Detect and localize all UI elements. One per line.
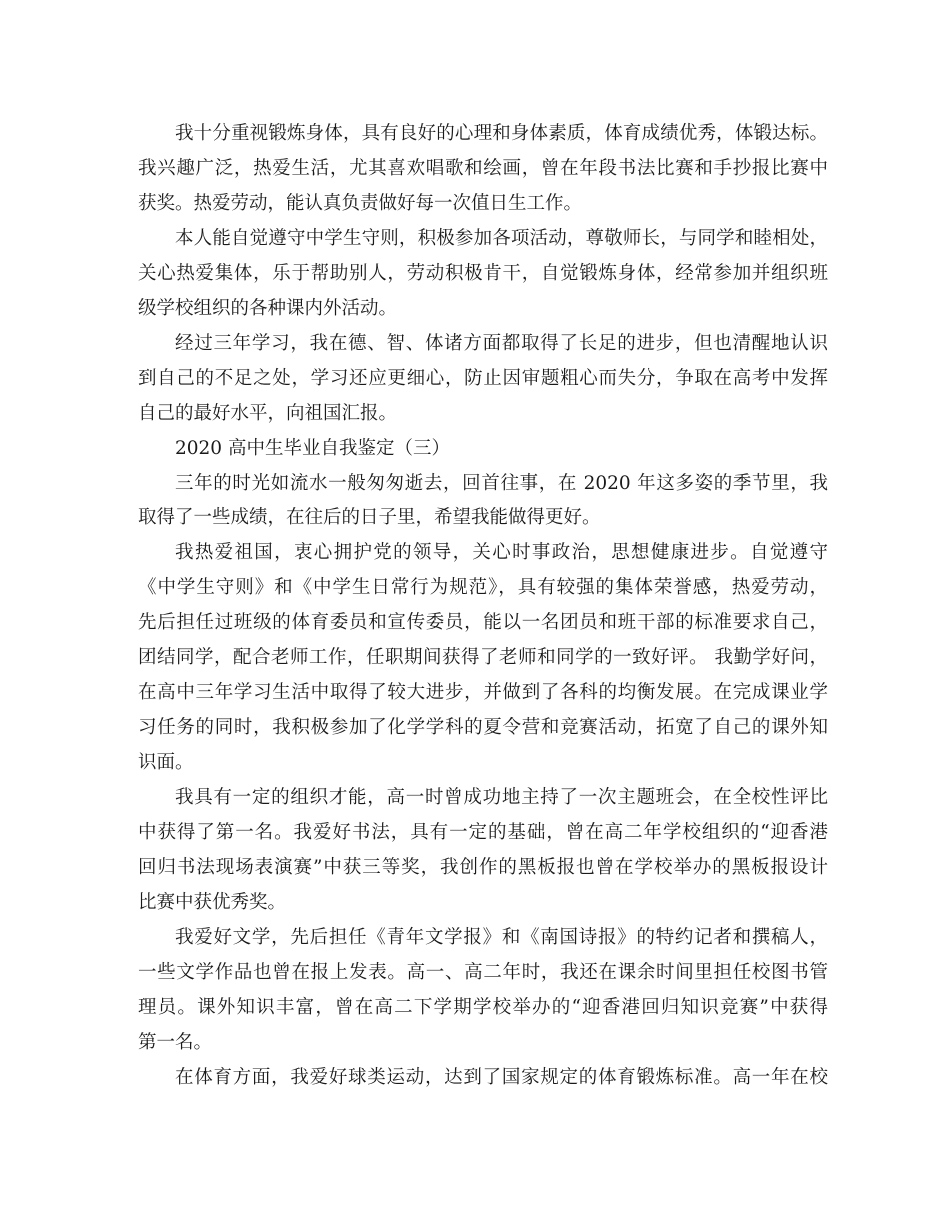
text-line: 自己的最好水平，向祖国汇报。: [138, 402, 398, 424]
text-line: 在高中三年学习生活中取得了较大进步，并做到了各科的均衡发展。在完成课业学: [138, 682, 828, 704]
text-line: 第一名。: [138, 1031, 213, 1053]
text-line: 本人能自觉遵守中学生守则，积极参加各项活动，尊敬师长，与同学和睦相处，: [175, 227, 828, 249]
text-line: 级学校组织的各种课内外活动。: [138, 297, 398, 319]
text-line: 中获得了第一名。我爱好书法，具有一定的基础，曾在高二年学校组织的“迎香港: [138, 822, 828, 843]
text-line: 经过三年学习，我在德、智、体诸方面都取得了长足的进步，但也清醒地认识: [175, 332, 828, 354]
text-line: 我十分重视锻炼身体，具有良好的心理和身体素质，体育成绩优秀，体锻达标。: [175, 123, 828, 144]
text-line: 识面。: [138, 752, 194, 774]
text-line: 到自己的不足之处，学习还应更细心，防止因审题粗心而失分，争取在高考中发挥: [138, 367, 828, 389]
text-line: 我具有一定的组织才能，高一时曾成功地主持了一次主题班会，在全校性评比: [175, 787, 828, 809]
text-line: 团结同学，配合老师工作，任职期间获得了老师和同学的一致好评。 我勤学好问，: [138, 647, 828, 669]
text-line: 我热爱祖国，衷心拥护党的领导，关心时事政治，思想健康进步。自觉遵守: [175, 542, 828, 564]
text-line: 关心热爱集体，乐于帮助别人，劳动积极肯干，自觉锻炼身体，经常参加并组织班: [138, 262, 828, 284]
text-line: 《中学生守则》和《中学生日常行为规范》，具有较强的集体荣誉感，热爱劳动，: [138, 577, 828, 599]
text-line: 先后担任过班级的体育委员和宣传委员，能以一名团员和班干部的标准要求自己，: [138, 612, 828, 634]
text-line: 习任务的同时，我积极参加了化学学科的夏令营和竞赛活动，拓宽了自己的课外知: [138, 717, 828, 739]
text-line: 理员。课外知识丰富，曾在高二下学期学校举办的“迎香港回归知识竞赛”中获得: [138, 996, 828, 1018]
text-line: 回归书法现场表演赛”中获三等奖，我创作的黑板报也曾在学校举办的黑板报设计: [138, 856, 828, 878]
text-line: 三年的时光如流水一般匆匆逝去，回首往事，在 2020 年这多姿的季节里，我: [175, 472, 828, 494]
text-line: 2020 高中生毕业自我鉴定（三）: [175, 437, 450, 459]
text-line: 一些文学作品也曾在报上发表。高一、高二年时，我还在课余时间里担任校图书管: [138, 961, 828, 983]
text-line: 在体育方面，我爱好球类运动，达到了国家规定的体育锻炼标准。高一年在校: [175, 1066, 828, 1088]
text-line: 取得了一些成绩，在往后的日子里，希望我能做得更好。: [138, 507, 601, 529]
text-line: 比赛中获优秀奖。: [138, 891, 287, 913]
text-line: 获奖。热爱劳动，能认真负责做好每一次值日生工作。: [138, 192, 583, 214]
text-line: 我爱好文学，先后担任《青年文学报》和《南国诗报》的特约记者和撰稿人，: [175, 926, 828, 948]
text-line: 我兴趣广泛，热爱生活，尤其喜欢唱歌和绘画，曾在年段书法比赛和手抄报比赛中: [138, 157, 828, 179]
